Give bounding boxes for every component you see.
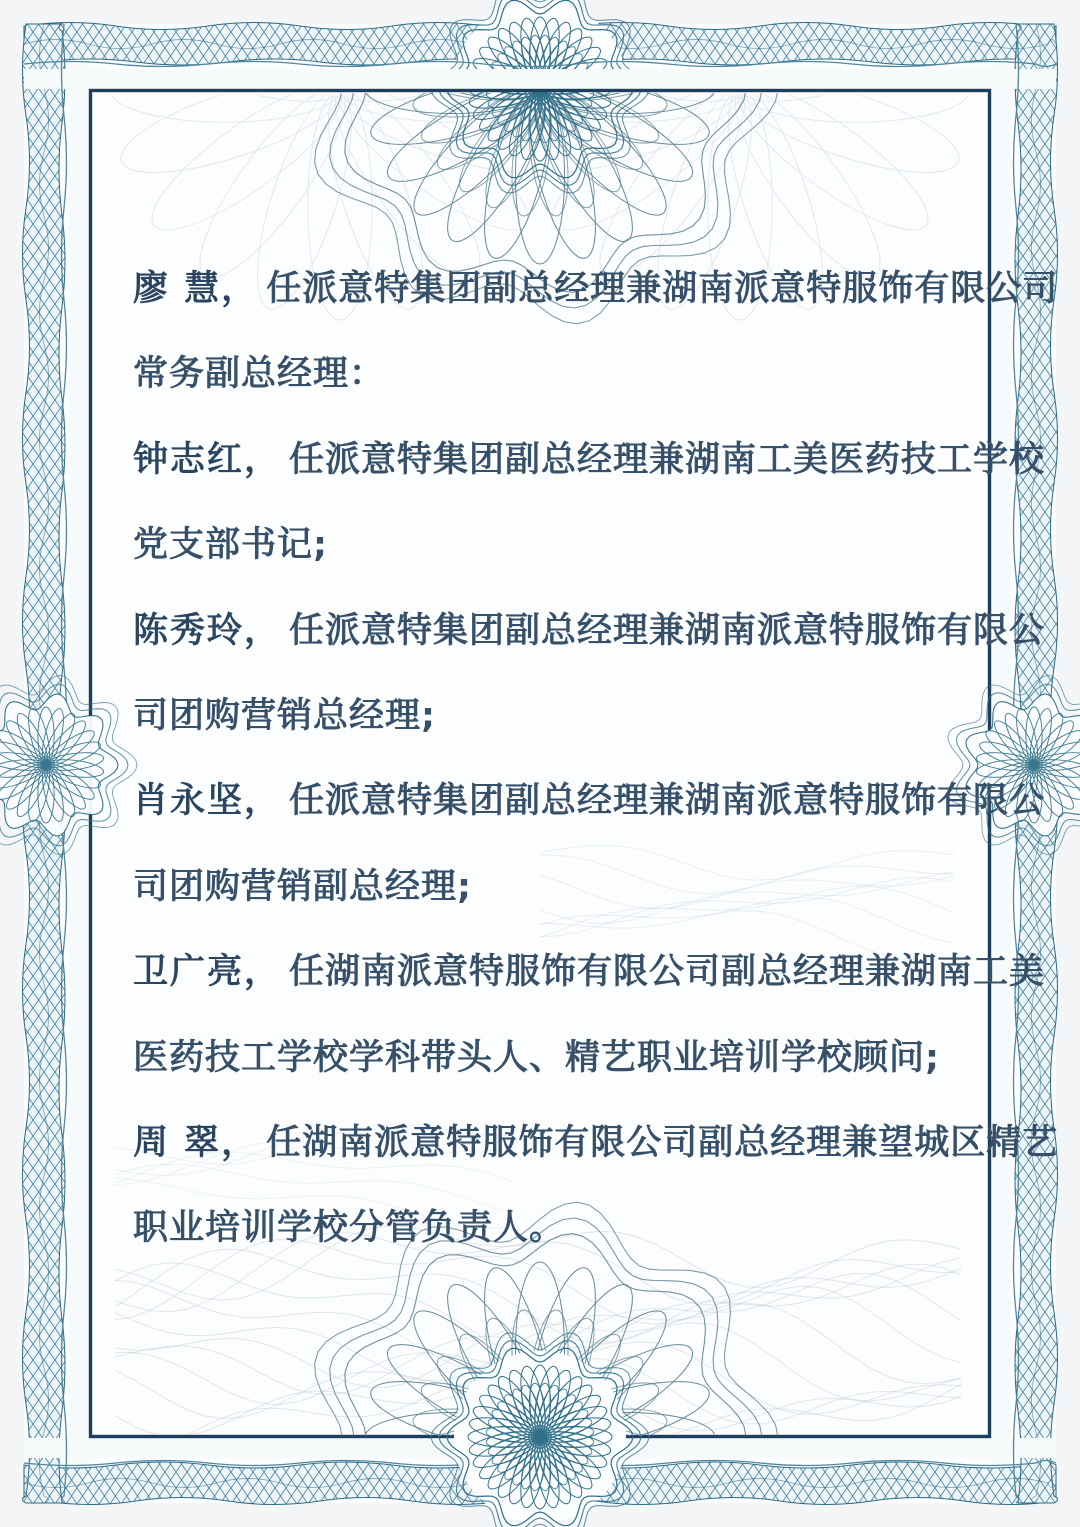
appointment-text: 任派意特集团副总经理兼湖南派意特服饰有限公 — [289, 610, 1046, 651]
text-line — [133, 610, 1046, 695]
person-name: 陈秀玲， — [133, 610, 282, 651]
appointment-text: 司团购营销总经理; — [133, 695, 436, 736]
person-name: 肖永坚， — [133, 781, 282, 822]
text-line — [133, 524, 975, 609]
person-name: 卫广亮， — [133, 952, 282, 993]
appointment-text: 职业培训学校分管负责人。 — [133, 1208, 566, 1249]
text-line — [133, 695, 975, 780]
text-line — [133, 1037, 975, 1122]
appointment-text: 任湖南派意特服饰有限公司副总经理兼望城区精艺 — [266, 1122, 1059, 1163]
text-line — [133, 1122, 1059, 1207]
text-line — [133, 268, 1059, 353]
appointment-text: 任派意特集团副总经理兼湖南派意特服饰有限公 — [289, 781, 1046, 822]
appointment-list — [133, 268, 1059, 1293]
text-line — [133, 1207, 975, 1292]
appointment-text: 任派意特集团副总经理兼湖南工美医药技工学校 — [289, 439, 1046, 480]
appointment-text: 常务副总经理： — [133, 354, 386, 395]
text-line — [133, 780, 1046, 865]
text-line — [133, 439, 1046, 524]
person-name: 周 翠， — [133, 1122, 259, 1163]
appointment-text: 任湖南派意特服饰有限公司副总经理兼湖南工美 — [289, 952, 1046, 993]
text-line — [133, 951, 1046, 1036]
appointment-text: 党支部书记; — [133, 525, 328, 566]
person-name: 廖 慧， — [133, 269, 259, 309]
person-name: 钟志红， — [133, 439, 282, 480]
appointment-text: 任派意特集团副总经理兼湖南派意特服饰有限公司 — [266, 269, 1059, 309]
appointment-text: 医药技工学校学科带头人、精艺职业培训学校顾问; — [133, 1037, 940, 1078]
text-line — [133, 866, 975, 951]
text-line — [133, 353, 975, 438]
appointment-text: 司团购营销副总经理; — [133, 866, 472, 907]
